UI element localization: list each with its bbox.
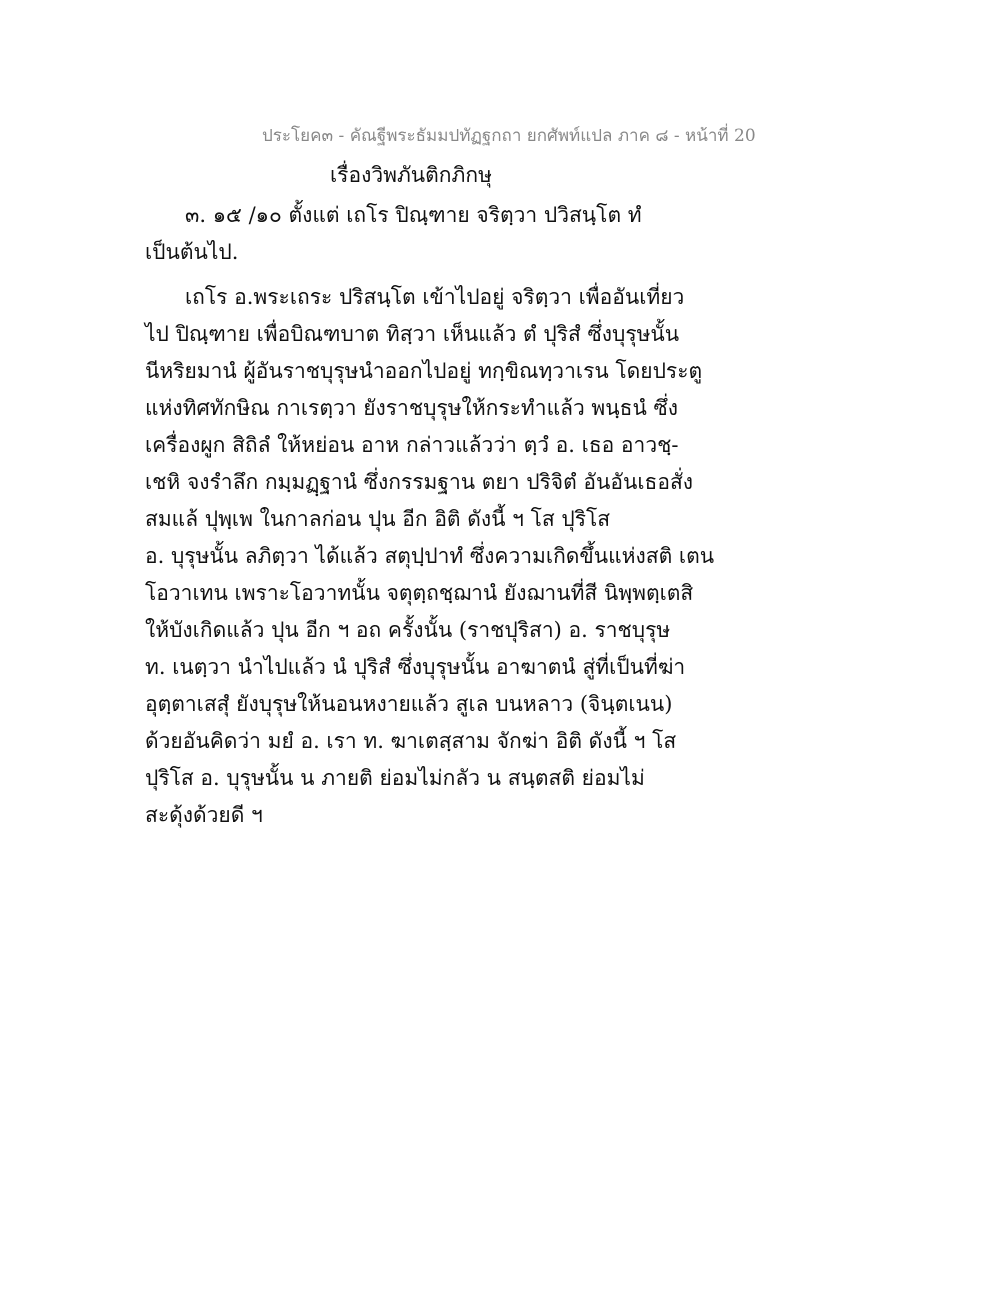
text-line: ๓. ๑๕ /๑๐ ตั้งแต่ เถโร ปิณฺฑาย จริตฺวา ปวิสนฺโต ทํ <box>185 203 642 227</box>
text-line: แห่งทิศทักษิณ กาเรตฺวา ยังราชบุรุษให้กระทำแล้ว พนฺธนํ ซึ่ง <box>145 396 678 420</box>
text-line: สะดุ้งด้วยดี ฯ <box>145 803 263 827</box>
text-line: ปุริโส อ. บุรุษนั้น น ภายติ ย่อมไม่กลัว น สนฺตสติ ย่อมไม่ <box>145 766 645 790</box>
text-line: สมแล้ ปุพฺเพ ในกาลก่อน ปุน อีก อิติ ดังนี้ ฯ โส ปุริโส <box>145 507 611 531</box>
paragraph-2 <box>145 279 715 834</box>
text-line: โอวาเทน เพราะโอวาทนั้น จตุตฺถชฺฌานํ ยังฌานที่สี นิพฺพตฺเตสิ <box>145 581 694 605</box>
text-line: ท. เนตฺวา นำไปแล้ว นํ ปุริสํ ซึ่งบุรุษนั้น อาฆาตนํ สู่ที่เป็นที่ฆ่า <box>145 655 686 679</box>
text-line: เถโร อ.พระเถระ ปริสนฺโต เข้าไปอยู่ จริตฺวา เพื่ออันเที่ยว <box>185 285 685 309</box>
running-header: ประโยค๓ - คัณฐีพระธัมมปทัฏฐกถา ยกศัพท์แปล ภาค ๘ - หน้าที่ 20 <box>262 126 756 146</box>
text-line: ด้วยอันคิดว่า มยํ อ. เรา ท. ฆาเตสฺสาม จักฆ่า อิติ ดังนี้ ฯ โส <box>145 729 677 753</box>
text-line: เครื่องผูก สิถิลํ ให้หย่อน อาห กล่าวแล้วว่า ตฺวํ อ. เธอ อาวชฺ- <box>145 433 679 457</box>
text-line: ไป ปิณฺฑาย เพื่อบิณฑบาต ทิสฺวา เห็นแล้ว ตํ ปุริสํ ซึ่งบุรุษนั้น <box>145 322 680 346</box>
text-line: เชหิ จงรำลึก กมฺมฏฺฐานํ ซึ่งกรรมฐาน ตยา ปริจิตํ อันอันเธอสั่ง <box>145 470 694 494</box>
text-line: เป็นต้นไป. <box>145 240 239 264</box>
text-line: ให้บังเกิดแล้ว ปุน อีก ฯ อถ ครั้งนั้น (ราชปุริสา) อ. ราชบุรุษ <box>145 618 671 642</box>
text-line: อุตฺตาเสสุํ ยังบุรุษให้นอนหงายแล้ว สูเล บนหลาว (จินฺตเนน) <box>145 692 673 716</box>
paragraph-1 <box>145 197 685 271</box>
text-line: นีหริยมานํ ผู้อันราชบุรุษนำออกไปอยู่ ทกฺขิณทฺวาเรน โดยประตู <box>145 359 703 383</box>
body-text <box>145 197 715 834</box>
story-title: เรื่องวิพภันติกภิกษุ <box>330 163 492 187</box>
text-line: อ. บุรุษนั้น ลภิตฺวา ได้แล้ว สตุปฺปาทํ ซึ่งความเกิดขึ้นแห่งสติ เตน <box>145 544 715 568</box>
